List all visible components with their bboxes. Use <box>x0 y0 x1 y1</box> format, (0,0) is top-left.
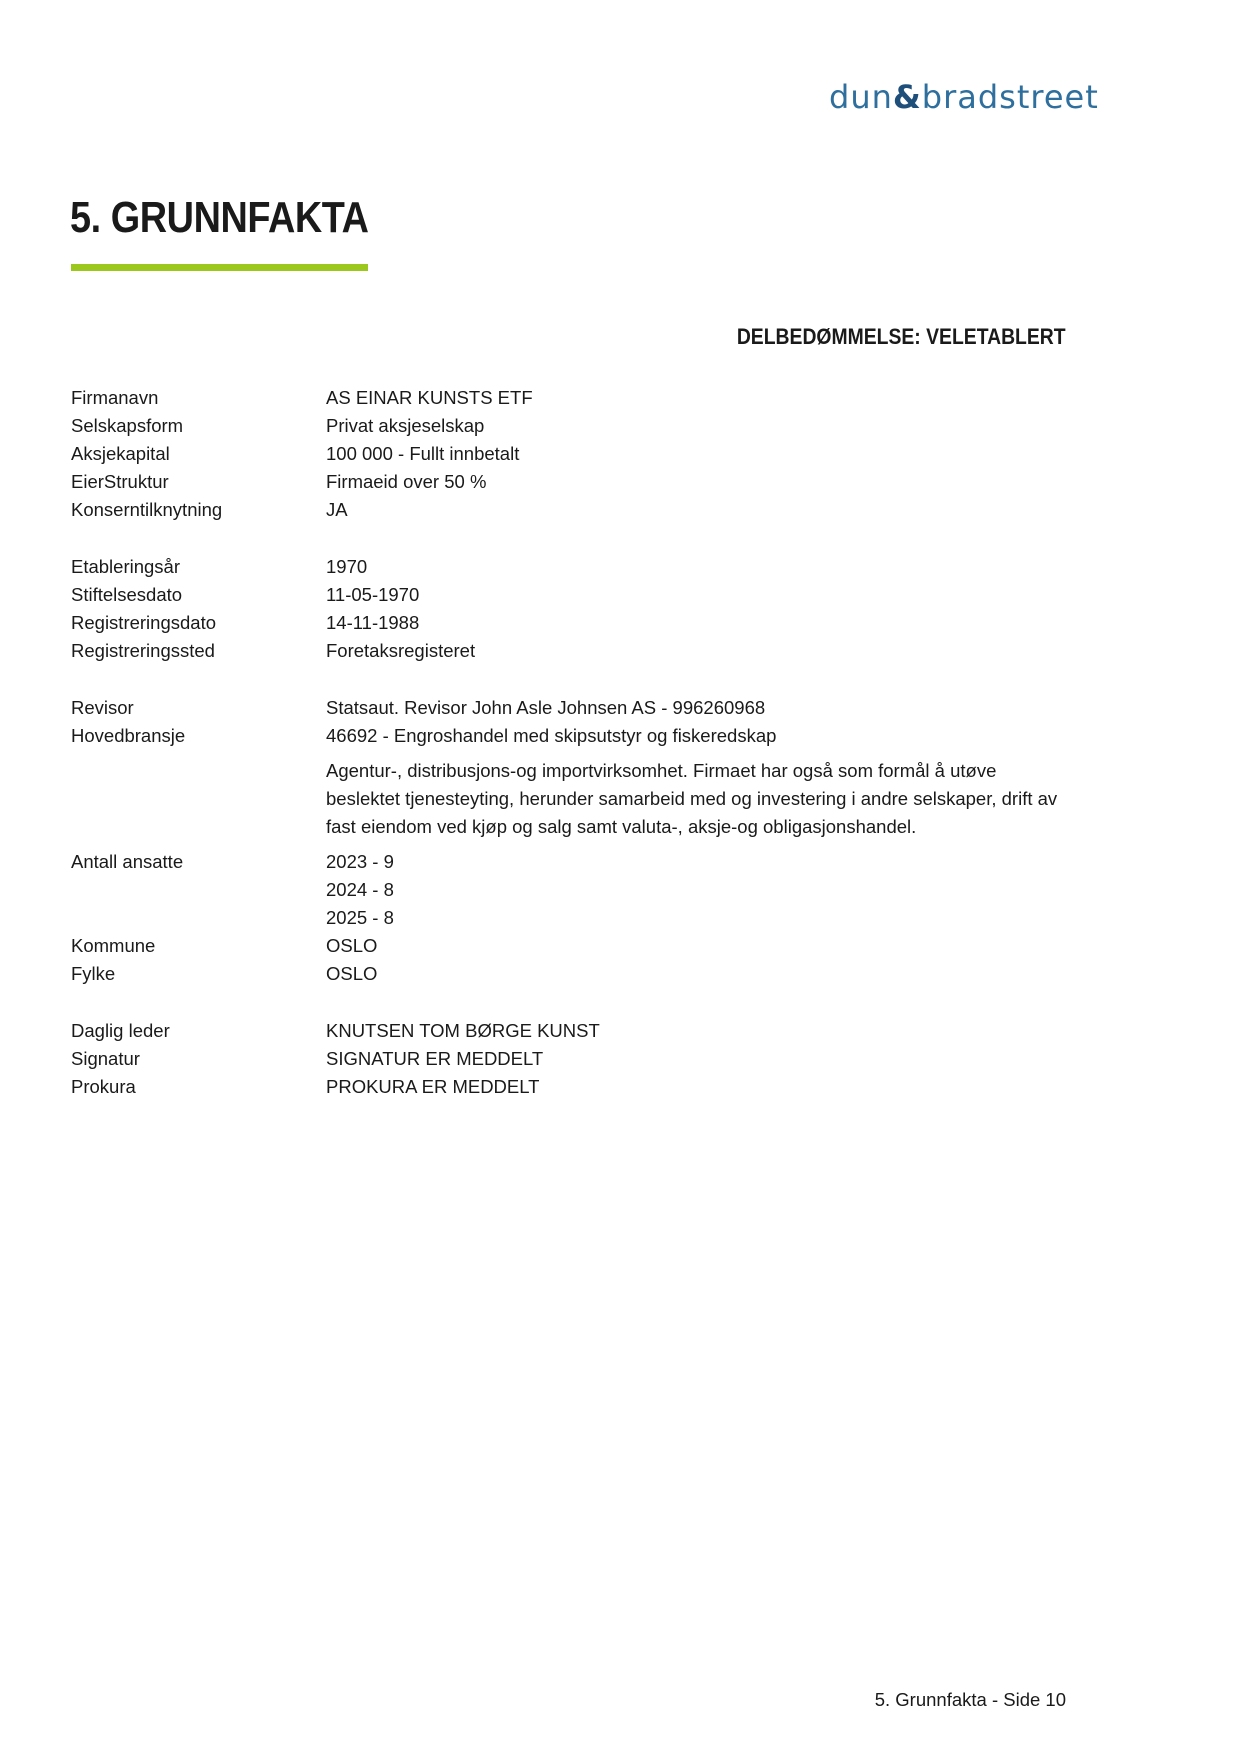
employee-count-item: 2023 - 9 <box>326 851 394 872</box>
logo-text-dun: dun <box>829 78 893 116</box>
fact-value: AS EINAR KUNSTS ETF <box>326 387 533 408</box>
fact-value: OSLO <box>326 963 378 984</box>
fact-value: 1970 <box>326 556 368 577</box>
fact-row-daglig-leder <box>71 1017 1071 1045</box>
fact-label: Firmanavn <box>71 387 159 408</box>
fact-row-prokura <box>71 1073 1071 1101</box>
fact-row-selskapsform <box>71 412 1071 440</box>
fact-label: Prokura <box>71 1076 136 1097</box>
fact-row-aksjekapital <box>71 440 1071 468</box>
fact-row-hovedbransje <box>71 722 1071 750</box>
fact-value: SIGNATUR ER MEDDELT <box>326 1048 544 1069</box>
fact-label: Stiftelsesdato <box>71 584 183 605</box>
rating-heading: DELBEDØMMELSE: VELETABLERT <box>737 324 1066 349</box>
fact-row-etableringsar <box>71 553 1071 581</box>
fact-label: EierStruktur <box>71 471 169 492</box>
fact-value: KNUTSEN TOM BØRGE KUNST <box>326 1020 600 1041</box>
fact-value: OSLO <box>326 935 378 956</box>
fact-label: Konserntilknytning <box>71 499 223 520</box>
fact-label: Signatur <box>71 1048 140 1069</box>
fact-label: Registreringssted <box>71 640 215 661</box>
fact-row-antall-ansatte <box>71 848 1071 932</box>
fact-value: 11-05-1970 <box>326 584 420 605</box>
fact-row-konserntilknytning <box>71 496 1071 524</box>
fact-label: Kommune <box>71 935 156 956</box>
fact-row-stiftelsesdato <box>71 581 1071 609</box>
logo-ampersand: & <box>892 78 922 116</box>
title-underline <box>71 264 368 271</box>
section-title: 5. GRUNNFAKTA <box>70 193 369 242</box>
spacer <box>71 665 1071 694</box>
fact-value: 14-11-1988 <box>326 612 420 633</box>
fact-value: PROKURA ER MEDDELT <box>326 1076 540 1097</box>
fact-label: Revisor <box>71 697 134 718</box>
fact-row-revisor <box>71 694 1071 722</box>
employee-count-list <box>326 848 1066 932</box>
fact-label: Antall ansatte <box>71 851 184 872</box>
fact-value: JA <box>326 499 348 520</box>
basic-facts-table <box>71 384 1071 1101</box>
fact-label: Fylke <box>71 963 116 984</box>
fact-value: Statsaut. Revisor John Asle Johnsen AS - 996260968 <box>326 697 766 718</box>
fact-label: Aksjekapital <box>71 443 170 464</box>
fact-row-registreringssted <box>71 637 1071 665</box>
page-footer: 5. Grunnfakta - Side 10 <box>874 1689 1066 1710</box>
fact-row-formal <box>71 750 1071 848</box>
employee-count-item: 2025 - 8 <box>326 907 394 928</box>
fact-row-registreringsdato <box>71 609 1071 637</box>
fact-label: Etableringsår <box>71 556 181 577</box>
fact-label-empty <box>71 750 326 848</box>
fact-row-signatur <box>71 1045 1071 1073</box>
fact-value: 46692 - Engroshandel med skipsutstyr og fiskeredskap <box>326 725 777 746</box>
fact-label: Daglig leder <box>71 1020 170 1041</box>
business-purpose-text: Agentur-, distribusjons-og importvirksomhet. Firmaet har også som formål å utøve beslektet tjenesteyting, herunder samarbeid med og investering i andre selskaper, drift av fast eiendom ved kjøp og salg samt valuta-, aksje-og obligasjonshandel. <box>326 760 1058 837</box>
fact-row-firmanavn <box>71 384 1071 412</box>
fact-value: Firmaeid over 50 % <box>326 471 487 492</box>
fact-row-eierstruktur <box>71 468 1071 496</box>
spacer <box>71 524 1071 553</box>
fact-label: Hovedbransje <box>71 725 186 746</box>
spacer <box>71 988 1071 1017</box>
fact-value: Foretaksregisteret <box>326 640 476 661</box>
fact-row-fylke <box>71 960 1071 988</box>
logo-text-bradstreet: bradstreet <box>921 78 1099 116</box>
fact-value: Privat aksjeselskap <box>326 415 485 436</box>
fact-row-kommune <box>71 932 1071 960</box>
dun-bradstreet-logo <box>829 78 1099 116</box>
fact-label: Selskapsform <box>71 415 184 436</box>
employee-count-item: 2024 - 8 <box>326 879 394 900</box>
fact-value: 100 000 - Fullt innbetalt <box>326 443 520 464</box>
fact-label: Registreringsdato <box>71 612 216 633</box>
